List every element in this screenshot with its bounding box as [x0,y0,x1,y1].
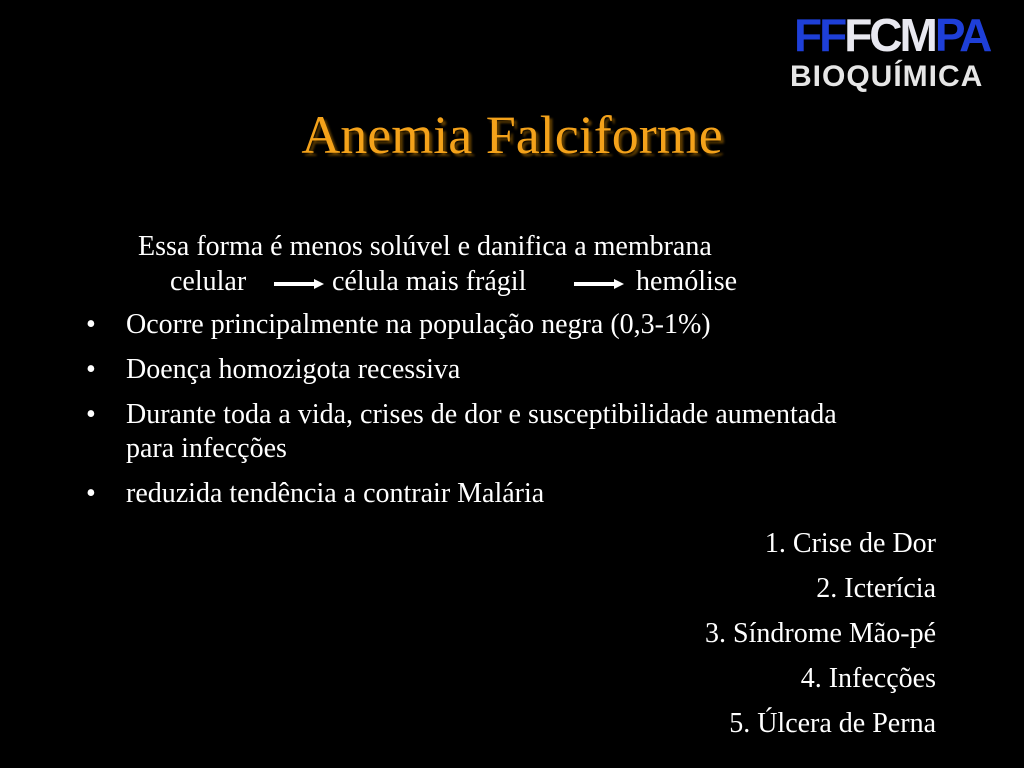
bullet-icon: • [86,309,96,340]
bullet-icon: • [86,354,96,385]
symptom-item: 2. Icterícia [816,573,936,604]
list-item-text: Durante toda a vida, crises de dor e susceptibilidade aumentada para infecções [126,399,837,464]
bullet-icon: • [86,399,96,430]
bullet-list [86,308,866,522]
symptom-item: 5. Úlcera de Perna [729,708,936,739]
symptom-item: 4. Infecções [800,663,936,694]
arrow-right-icon [274,279,324,289]
intro-line-1: Essa forma é menos solúvel e danifica a membrana [138,231,712,262]
logo-department: BIOQUÍMICA [790,60,984,93]
list-item [86,308,866,342]
symptom-item: 1. Crise de Dor [764,528,936,559]
logo-acronym-part1: FF [794,9,845,61]
symptoms-list [705,527,936,752]
bullet-icon: • [86,478,96,509]
slide-title: Anemia Falciforme [301,105,723,165]
institution-logo [790,9,1018,94]
list-item-text: Doença homozigota recessiva [126,354,461,385]
list-item [86,353,866,387]
intro-word-hemolise: hemólise [636,266,738,297]
intro-word-celula: célula mais frágil [332,266,527,297]
arrow-right-icon [574,279,624,289]
list-item [86,398,866,466]
intro-word-celular: celular [170,266,247,297]
list-item-text: Ocorre principalmente na população negra (0,3-1%) [126,309,711,340]
list-item-text: reduzida tendência a contrair Malária [126,478,545,509]
logo-acronym-part2: FCM [844,9,935,61]
logo-acronym [794,9,990,61]
list-item [86,477,866,511]
symptom-item: 3. Síndrome Mão-pé [705,618,936,649]
logo-acronym-part3: PA [934,9,990,61]
